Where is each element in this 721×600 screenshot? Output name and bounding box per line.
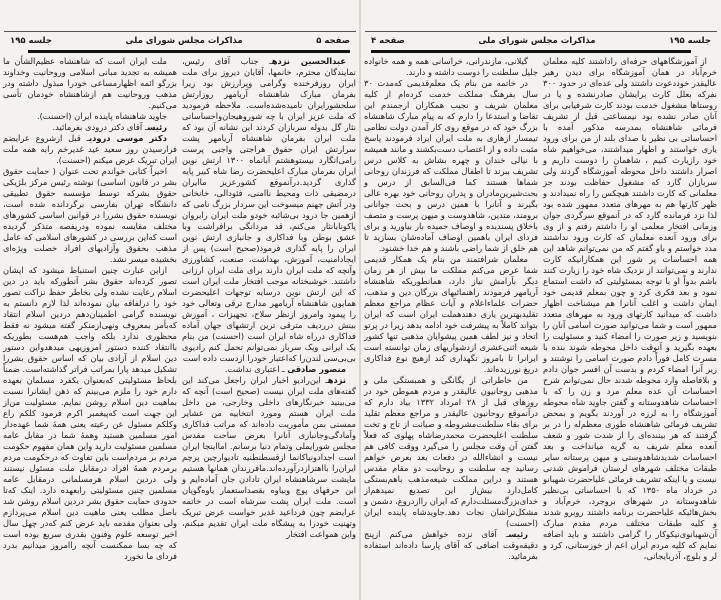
paragraph [364,78,538,254]
speaker-name: عبدالحسین نزده [271,56,346,66]
paragraph [543,56,717,562]
header-rule [371,50,691,53]
paragraph [182,375,356,540]
paragraph [364,56,538,78]
paragraph-text: اخیراً کتابی خواندم تحت عنوان ( حمایت حقوق بشر در قانون اساسی) نوشته رئیس مرکز بلژیکی حقوق بشرکه توسط مؤسسه حقوق تطبیقی دانشگاه تهران بفارسی برگردانده شده است، نویسنده حقوق بشررا در قوانین اساسی کشورهای مختلف مقایسه نموده ودریفصه متذکر گردیده است که‌این بررسی در کشورهای اسلامی که عامل مذهب بحقوق وآزادیهای افراد خصلت ویژه‌ای بخشیده میسر نشد. [3,166,177,264]
text-column-right [543,56,717,562]
paragraph [3,56,177,111]
top-rule [365,31,717,32]
paragraph [3,166,177,265]
speaker-name: نزده [327,375,346,385]
paragraph-text: جاوید شاهنشاه پاینده ایران (احسنت). [36,111,167,121]
top-rule [4,31,356,32]
paragraph-text: گیلانی، مازندرانی، خراسانی همه و همه خانواده جلیل سلطنت را دوست داشته و دارند. [364,56,538,77]
publication-title: مذاکرات مجلس شورای ملی [478,36,596,46]
paragraph [364,254,538,375]
speaker-name: دکتر موسی درودی [88,133,167,143]
paragraph [3,133,177,166]
paragraph [364,529,538,562]
session-number: جلسه ۱۹۵ [10,36,52,46]
page-header [10,34,350,48]
speaker-name: رئیس [147,122,167,132]
paragraph-text: ـ قبل ازشروع عرایضم فرارسیدن روز سعید عید غدیرخم رابه همه ملت ایران تبریک عرض میکنم (احسنت). [3,133,177,165]
page-number: صفحه ۵ [316,36,350,46]
text-column-left [3,56,177,562]
speaker-name: منصور صادقی [287,364,346,374]
paragraph-text: از آموزشگاههای حرفه‌ای راداشتند کلیه معلمان خرم‌آباد در همان آموزشگاه برای دیدن رهبر عالیقدر خوددعوت داشتند ولی عده‌ای در حدود ۳۰۰ نفرکه بعلل کارت برایشان صادرنشده و یا در روستاها مشغول خدمت بودند کارت شرفیابی برای آنان صادر نشده بود نیمساعتی قبل از تشریف فرمائی شاهنشاه بمدرسه مذکور آمده با احساساتی بی نظیر با صدای بلند از من برای ورود یاری خواستند و اظهار میداشتند، می‌خواهیم شاه خود رازیارت کنیم ، شاهمان را دوست داریم و اصرار داشتند داخل محوطه آموزشگاه گردند ولی سربازان گارد که مشغول حفاظت بودند جز معلمانی که کارت داشتند هیچکس را راه نمیدادند و ظهر کارتها هم به مهرهای متعدد ممهور شده بود لذا نزد فرمانده گارد که در آنموقع سرگردی جوان وزمانی افتخار معلمی او را داشتم رفتم و از وی برای ورود آنعده معلمان که کارت ورود نداشتند مدد خواستم و باو گفتم که من نمی‌توانم شاهد این همه احساسات پر شور این همکارانیکه کارت ندارند و نمی‌توانند از نزدیک شاه خود را زیارت کنند باشم بدواً او با توجه بمسئولیتی که داشت استماع نمود و بعد فکری کرد و چون بمعلم قدیمی خود ایمان داشت و اغلب آنانرا هم میشناخت اظهار داشت که میدانید کارتهای ورود به مهرهای متعدد ممهور است و شما می‌توانید صورت اسامی آنان را بنویسید و زیر صورت را امضاء کنید و مسئولیت را بعهده بگیرید و آنوقت داخل محوطه شوند بنده با مسرت کامل فوراً دادم صورت اسامی را نوشتند و زیر آنرا امضاء کردم و بدست آن افسر جوان دادم و بلافاصله وارد محوطه شدند حال نمی‌توانم شرح احساسات آن عده معلم مرد و زن را که با احساسات شاهدوستانه و گفتن جاوید شاه محوطه آموزشگاه را به لرزه در آوردند بگویم و بمحض تشریف فرمائی شاهنشاه طوری معظم‌له را در بر گرفتند که هر بیننده‌ای را از شدت شور و شعف آنعده معلم شریف به گریه میانداخت و بعد احساسات شدیدشاهدوستی و میهن پرستانه سایر طبقات مختلف شهرهای لرستان فراموش شدنی نیست و یا اینکه تشریف فرمائی علیاحضرت شهبانو در خرداد ماه ۱۳۵۰ که با احساساتی بی‌نظیر شاهدوستانه در شهرهای بروجرد، خرم‌آباد و بخش‌هائیکه علیاحضرت برنامه داشتند روبرو شدند و کلیه طبقات مختلف مردم مقدم مبارک آن‌شهبانوی‌نیکوکار را گرامی داشتند و باید اضافه نمایم که کلیه مردم ایران اعم از خوزستانی، کرد و لر و بلوچ، آذربایجانی، [543,56,717,561]
paragraph-text: من خاطراتی از یگانگی و همبستگی ملی و مذهبی روحانیون عالیقدر و مردم هموطن خود در روزهای قبل از ۲۸ امرداد ۱۳۳۲ بیاد دارم که درآنموقع روحانیون عالیقدر و مراجع معظم تقلید برای بقاء سلطنت‌مشروطه و صیانت از تاج و تخت سلطنت اعلیحضرت محمدرضاشاه پهلوی که فعلاً گفتن آن وقت مجلس را می‌گیرد ووقت کافی هم نیست و انشاءالله در دفعات بعد بعرض خواهم رسانید چه سلطنت و روحانیت دو مقام مقدس هستند و دراین مملکت شیعه‌مذهب باهم‌بستگی کامل‌دارد بیش‌از این تصدیع نمیدهم‌از خدای‌بزرگ‌مسئلت‌دارم که ایران راازدروغ، دشمن و مشکل‌تراشان نجات دهد.جاوید‌شاه پاینده ایران (احسنت) [364,375,538,528]
paragraph-text: ازاین عبارت چنین استنباط میشود که ایشان تصور کرده‌اند حقوق بشر آنطورکه باید در دین اسلام رعایت نشده ولی بخاطر حفظ نزاکت تصور خود را درلفافه بیان نموده‌اند لذا لازم دانستم به نویسنده گرامی اطمینان‌دهم دردین اسلام انتقاد که‌بأمر بمعروف ونهی‌ازمنکر گفته میشود نه فقط محظوری ندارد بلکه واجب هم‌هست بطوریکه باانتقاد کننده دستور امروزیهی میدهدواین دستور دین اسلام از آزادی بیان که اساس حقوق بشررا تشکیل میدهد پارا بمراتب فراتر گذاشته‌است. ضمناً بلحاظ مسئولیتی که‌بعنوان یکفرد مسلمان بعهده دارم خود را ملزم می‌بینم که ذهن ایشانرا نسبت بماهیت دین اسلام روشن نمایم. مسئولیت من‌از این جهت است که‌پیغمبر اکرم فرمود کلکم راع وکلکم مسئول عن رعیته یعنی همهٔ شما عهده‌دار امور مسلمین هستید وهمهٔ شما در مقابل عامه مسلمین مسئولیت دارید واین همان مفهوم حکومت مردم بر مردم‌است باین تفاوت که درحکومت مردم برمردم همهٔ افراد درمقابل ملت مسئول نیستند ولی دردین اسلام هرمسلمانی درمقابل عامه مسلمین چنین مسئولیتی رابعهده دارد. اینک که‌تا حدودی حمایت حقوق بشر دردین اسلام روشن شد باصل مطلب یعنی ماهیت دین اسلام می‌پردازم ولی بعنوان مقدمه باید عرض کنم که‌در چهل سال اخیر توسعه علوم وفنون بقدری سریع بوده است که چه بسا ممکنست آنچه را‌امروز میدانیم بدرد فردای ما نخورد [3,265,177,561]
paragraph [3,111,177,122]
paragraph [182,56,356,364]
paragraph-text: ـ آقای نزده خواهش می‌کنم ازپنج دقیقه‌وقت اضافی که آقای پارسا داده‌اند استفاده بفرمائید. [364,529,538,561]
paragraph [3,122,177,133]
paragraph-text: ـ آقای دکتر درودی بفرمائید. [52,122,148,132]
paragraph-text: ـ این‌رادیو اخبار ایران راجعل می‌کند این گفته‌های ملت ایران نیست (صحیح است) آنچه که می‌بینید خبرنگارهای داخلی وخارجی، من داخل ملت ایران هستم ومورد انتخابیه من عشایر ممسنی بمن مأموریت داده‌اند که مراتب فداکاری وآمادگی‌وجانبازی آنانرا بعرض ساحت مقدس مجلس شورایملی وتمام دنیا برسانم. امااینجا ایران است اجدادونیاکانما ازقسطنطنیه تادیوارچین پرچم ایران‌را بااهتزازدرآورده‌اند.مافرزندان همانها هستیم مایشت سرشاهنشاه ایران تادادن جان آماده‌ایم و این حرفهای پوچ وبیاوه بقصداستعمار یاوه‌گویان است. ملت ایران پشت سرشاه است در خاتمه عرایضم چون فرداعید غدیر خواست عرض تبریک وتهنیت خودرا به پیشگاه ملت ایران تقدیم میکنم، واین همواعت افتخار [182,375,356,539]
paragraph-text: ملت ایران است که شاهنشاه عظیم‌الشأن ما همیشه به تجدید مبانی اسلامی وروحانیت وخداوند بزرگو ائمه اظهارمساعی خودرا مبذول داشته ودر مذهب وروحانیت هم ازشاهنشاه خودمان تأسی می‌کنیم. [3,56,177,110]
page-number: صفحه ۴ [371,36,405,46]
speaker-name: رئیس [508,529,528,539]
publication-title: مذاکرات مجلس شورای ملی [125,36,243,46]
header-rule [28,50,350,53]
paragraph [182,364,356,375]
paragraph-text: در خاتمه من بنام یک معلم‌قدیمی که‌مدت ۳۰ سال بفرهنگ مملکت خدمت کرده‌ام از کلیه معلمان شریف و نجیب همکاران ارجمندم این تقاضا و استدعا را دارم که به پیام مبارک شاهنشاه بزرگ خود که در موقع روی کار آمدن دولت نظامی تیمسار ازهاری به ملت ایران ایراد فرمودند پاسخ مثبت داده و از اعتصاب دست‌بکشند و مانند همیشه با نیالی خندان و چهره بشاش به کلاس درس تشریف ببرند تا اطفال مملکت که فرزندان روحانی شماها هستند کما فی‌السابق از درس و بحث‌شیرین‌مادران و پدران روحانی خود بهره عالی بگیرند و آنانرا با همین درس و بحث جوانانی برومند، متدین، شاهدوست و میهن پرست و متصف باخلاق پسندیده و اوصاف حمیده بار بیاورید و برای فردای ایران باهمین اوصاف آماده‌شان بسازید تا هم خلق از شما راضی باشند و هم خدا خشنود. [364,78,538,253]
right-page [361,0,721,600]
text-column-right [182,56,356,540]
page-header [371,34,711,48]
session-number: جلسه ۱۹۵ [669,36,711,46]
paragraph-text: ـ جناب آقای رئیس، نمایندگان محترم، خانمها، آقایان دیروز برای ملت ایران روزفرخنده وگرامی وپرارزش بود زیرا بفرمان مبارک شاهنشاه آریامهر روزارتش سلحشورایران نامیده‌شده‌است. ملاحظه فرمودید که ملت عزیز ایران با چه شوروهیجان‌واحساساتی نثار گل بدوله سربازان کردند این نشانه آن بود که ملت ایران بفرمان شاهنشاه آریامهر پشت سرارتش ایران حقوق هراجتی واجبی پرست رامی‌انگارد بیستوهشتم آبانماه ۱۳۰۰ ارتش نوین ایران بفرمان مبارک اعلیحضرت رضا شاه کبیر پایه گذاری گردید.درآنموقع کشورعزیز ماایران درمضیقی ذات ومحیط ناامنی، فئودالی، خانخانی ودر آتش جهنم میسوخت این سردار بزرگ نامی که ازهمین جا درود بی‌شائبه خودو ملت ایران رابروان پاکونابانثار می‌کنم، قد مردانگی برافراشت وبا عشق بوطن وبا فداکاری و جانبازی ارتش نوین ایران را پایه گذاری فرمود(صحیح است) پس از ایجادامنیت، آموزش، بهداشت، صنعت، کشاورزی وآنچه که ملت ایران دارند برای ملت ایران ارزانی داشتند. خوشبختانه موجب افتخار ملت ایران است که این ارتش نوین درسایه توجهات اعلیحضرت همایون شاهنشاه آریامهر مدارج ترقی وتعالی خود را پیمود وامروز ازنظر سلاح، تجهیزات ، آموزش بینش درردیف مترقی ترین ارتشهای جهان آماده فداکاری درراه شاه ایران است (احسنت) من بنام یک ایرانی ویک سرباز نمی‌توانم تحمل کنم رادیوی بی‌بی‌سی لندن‌را که‌اعتبار خودرا ازدست داده است [182,56,356,363]
paragraph [364,375,538,529]
left-page [0,0,360,600]
paragraph-text: ـ اعتباری نداشت. [224,364,288,374]
paragraph-text: معلمان شرافتمند من بنام یک همکار قدیمی شما عرض می‌کنم مملکت ما بیش از هر زمان دیگر بآرامش نیاز دارد، همانطوریکه شاهنشاه آریامهر فرمودند راهنمائیهای بزرگان دین و مذهب، حضرات علماءاعلام و آیات عظام مراجع معظم تقلیدبهترین یاری دهندهملت ایران است که ایران بتواند کاملاً به پیشرفت خود ادامه بدهد زیرا در پرتو اتحاد و نیز لطف همین پیشوایان مذهبی تنها کشور شیعه اثنی‌عشری ازدشواریهای زمان توانسته است ایرانرا تا بامروز نگهداری کند ازهیچ نوع فداکاری دریغ نورزیده‌اند. [364,254,538,374]
text-column-left [364,56,538,562]
paragraph [3,265,177,562]
